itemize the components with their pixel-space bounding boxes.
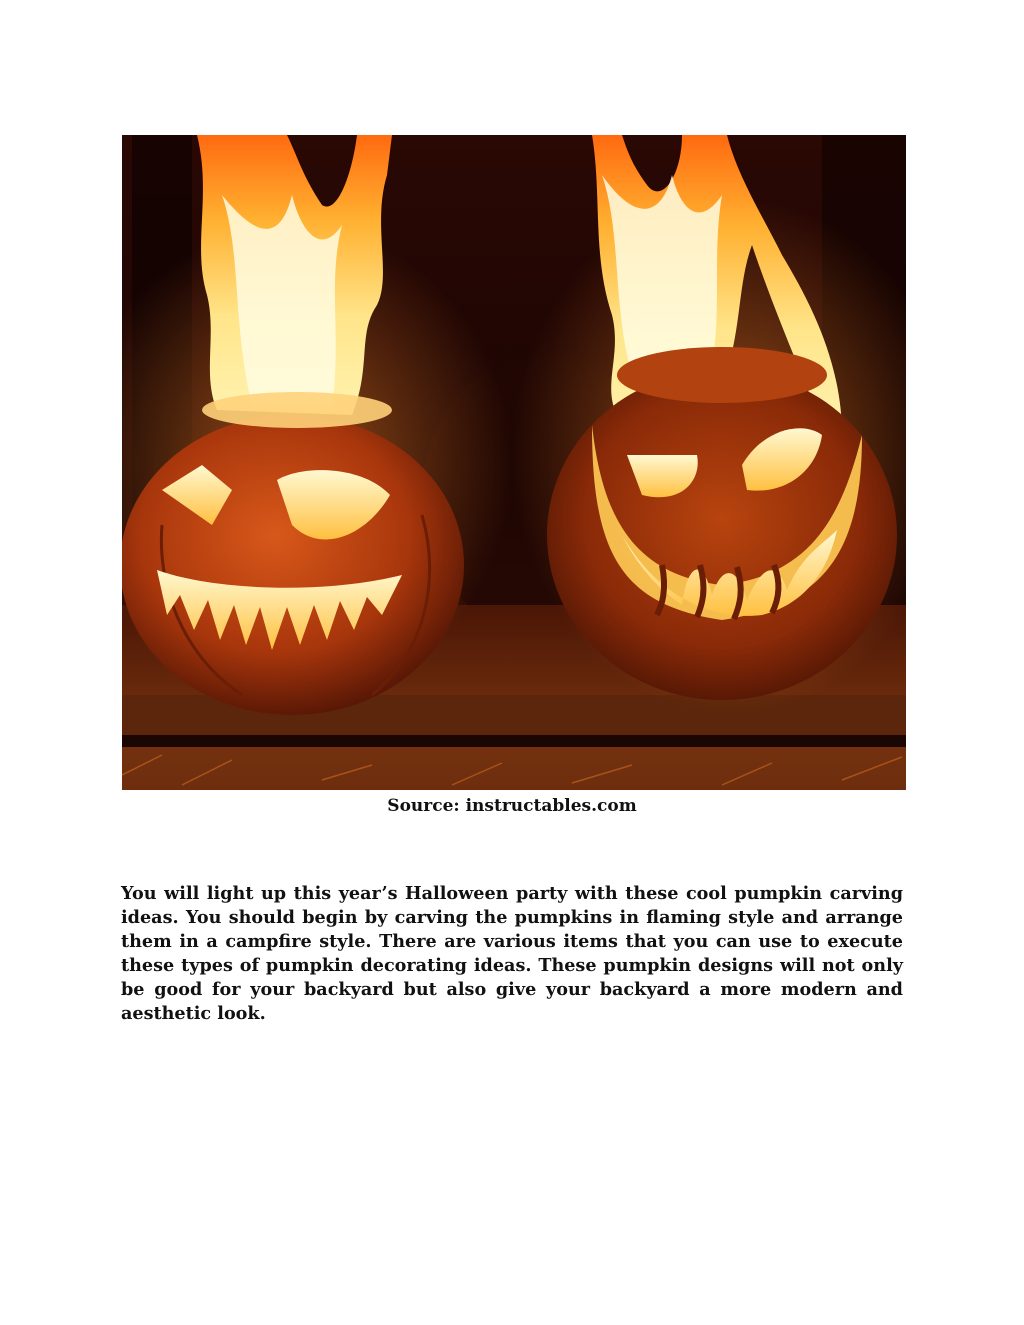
flaming-pumpkins-photo — [122, 135, 906, 790]
article-paragraph: You will light up this year’s Halloween party with these cool pumpkin carving ideas. You should begin by carving the pumpkins in flaming style and arrange them in a campfire style. There are various items that you can use to execute these types of pumpkin decorating ideas. These pumpkin designs will not only be good for your backyard but also give your backyard a more modern and aesthetic look. — [121, 883, 903, 1024]
image-source-caption: Source: instructables.com — [387, 796, 637, 816]
